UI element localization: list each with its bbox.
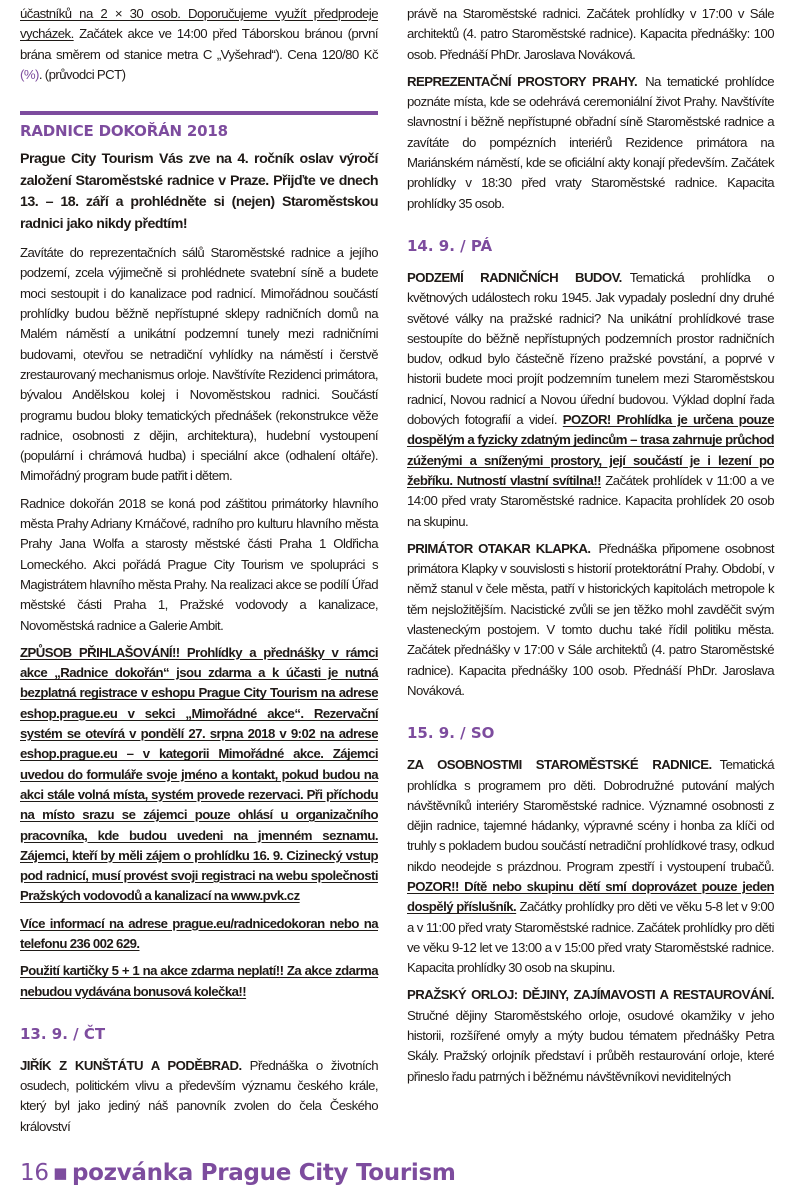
- section-title: RADNICE DOKOŘÁN 2018: [20, 122, 228, 141]
- event-osobnosti: [407, 755, 774, 978]
- event-title: PODZEMÍ RADNIČNÍCH BUDOV.: [407, 269, 622, 285]
- page-number: 16: [20, 1160, 49, 1186]
- event-title: ZA OSOBNOSTMI STAROMĚSTSKÉ RADNICE.: [407, 757, 712, 773]
- event-title: PRAŽSKÝ ORLOJ: DĚJINY, ZAJÍMAVOSTI A RESTAUROVÁNÍ.: [407, 987, 774, 1003]
- event-text: Na tematické prohlídce poznáte místa, kde se odehrává ceremoniální život Prahy. Navštívíte slavnostní i běžně nepřístupné obřadní síně Staroměstské radnice a zavítáte do pompézních interiérů Rezidence primátora na Mariánském náměstí, kde se oficiální akty konají především. Začátek prohlídky v 18:30 před vraty Staroměstské radnice. Kapacita prohlídky 35 osob.: [407, 73, 774, 211]
- registration-notice: ZPŮSOB PŘIHLAŠOVÁNÍ!! Prohlídky a přednášky v rámci akce „Radnice dokořán“ jsou zdarma a k účasti je nutná bezplatná registrace v eshopu Prague City Tourism na adrese eshop.prague.eu v sekci „Mimořádné akce“. Rezervační systém se otevírá v pondělí 27. srpna 2018 v 9:02 na adrese eshop.prague.eu – v kategorii Mimořádné akce. Zájemci uvedou do formuláře svoje jméno a kontakt, pokud budou na akci stále volná místa, systém provede rezervaci. Při příchodu na místo srazu se zájemci pouze ohlásí u organizačního pracovníka, kde budou uvedeni na jmenném seznamu. Zájemci, kteří by měli zájem o prohlídku 16. 9. Cizinecký vstup pod radnicí, musí provést svoji registraci na webu společnosti Pražských vodovodů a kanalizací na www.pvk.cz: [20, 644, 378, 904]
- event-text: Přednáška o životních osudech, politickém vlivu a především významu českého krále, který byl jako jediný náš panovník zvolen do čela Českého království: [20, 1057, 378, 1134]
- presale-note: účastníků na 2 × 30 osob. Doporučujeme využít předprodeje vycházek.: [20, 6, 378, 42]
- event-title: REPREZENTAČNÍ PROSTORY PRAHY.: [407, 73, 638, 89]
- right-column: [407, 0, 774, 1094]
- event-podzemi: [407, 268, 774, 532]
- event-orloj: [407, 985, 774, 1086]
- card-notice: Použití kartičky 5 + 1 na akce zdarma neplatí!! Za akce zdarma nebudou vydávána bonusová kolečka!!: [20, 963, 378, 999]
- left-column: [20, 0, 378, 1144]
- day-heading-15-9: 15. 9. / SO: [407, 724, 495, 743]
- description-paragraph: Zavítáte do reprezentačních sálů Staroměstské radnice a jejího podzemí, zcela výjimečně si prohlédnete svatební síně a budete moci sestoupit i do kanalizace pod radnicí. Mimořádnou součástí prohlídky budou běžně nepřístupné sklepy radničních domů na Malém náměstí a unikátní podzemní tunely mezi radničními budovami, otevřou se netradiční vyhlídky na náměstí i čerstvě zrestaurovaný mechanismus orloje. Navštívíte Rezidenci primátora, bývalou Andělskou kolej i Novoměstskou radnici. Součástí programu budou bloky tematických přednášek (rekonstrukce věže radnice, osobnosti z dějin, architektura), hudební vystoupení (populární i chrámová hudba) i speciální akce (odhalení oltáře). Mimořádný program bude patřit i dětem.: [20, 245, 378, 484]
- discount-symbol: (%): [20, 66, 39, 82]
- day-heading-13-9: 13. 9. / ČT: [20, 1024, 106, 1043]
- event-reprezentacni: [407, 72, 774, 214]
- event-text: Stručné dějiny Staroměstského orloje, osudové okamžiky v jeho historii, rozšířené omyly a mýty budou tématem přednášky Petra Skály. Pražský orlojník představí i průběh restaurování orloje, které přineslo řadu patrných i běžnému návštěvníkovi neviditelných: [407, 1007, 774, 1084]
- event-text: Tematická prohlídka s programem pro děti. Dobrodružné putování malých návštěvníků interiéry Staroměstské radnice. Významné osobnosti z dějin radnice, tajemné hádanky, výpravné scény i honba za klíči od truhly s pokladem budou součástí netradiční prohlídkové trasy, odkud nikdo neodejde s prázdnou. Program zpestří i vystoupení trubačů.: [407, 757, 774, 874]
- event-schedule: Začátek prohlídek v 11:00 a ve 14:00 před vraty Staroměstské radnice. Kapacita prohlídek 20 osob na skupinu.: [407, 472, 774, 529]
- bullet-separator-icon: ▪: [52, 1160, 68, 1186]
- patronage-paragraph: Radnice dokořán 2018 se koná pod záštitou primátorky hlavního města Prahy Adriany Krnáčové, radního pro kulturu hlavního města Prahy Jana Wolfa a starosty městské části Praha 1 Oldřicha Lomeckého. Akci pořádá Prague City Tourism ve spolupráci s Magistrátem hlavního města Prahy. Na realizaci akce se podílí Úřad městské části Praha 1, Pražské vodovody a kanalizace, Novoměstská radnice a Galerie Ambit.: [20, 495, 378, 633]
- event-title: JIŘÍK Z KUNŠTÁTU A PODĚBRAD.: [20, 1057, 242, 1073]
- event-klapka: [407, 539, 774, 701]
- publication-name: pozvánka Prague City Tourism: [71, 1160, 456, 1186]
- continuation-tail: . (průvodci PCT): [38, 66, 126, 82]
- page-footer: [20, 1160, 456, 1186]
- event-warning: POZOR!! Dítě nebo skupinu dětí smí doprovázet pouze jeden dospělý příslušník.: [407, 878, 774, 915]
- event-title: PRIMÁTOR OTAKAR KLAPKA.: [407, 540, 591, 556]
- event-text: Přednáška připomene osobnost primátora Klapky v souvislosti s historií protektorátní Prahy. Období, v němž stanul v čele města, patří v historických kapitolách metropole k těm nejsložitějším. Nacistické zvůli se jen těžko mohl zavděčit svým vlasteneckým postojem. V tomto duchu také řídil politiku města. Začátek přednášky v 17:00 v Sále architektů (4. patro Staroměstské radnice). Kapacita přednášky 100 osob. Přednáší PhDr. Jaroslava Nováková.: [407, 540, 774, 698]
- more-info-link[interactable]: Více informací na adrese prague.eu/radnicedokoran nebo na telefonu 236 002 629.: [20, 915, 378, 951]
- event-warning: POZOR! Prohlídka je určena pouze dospělým a fyzicky zdatným jedincům – trasa zahrnuje průchod zúženými a sníženými prostory, její součástí je i lezení po žebříku. Nutností vlastní svítilna!!: [407, 412, 774, 488]
- event-text: Tematická prohlídka o květnových událostech roku 1945. Jak vypadaly poslední dny druhé světové války na pražské radnici? Na unikátní prohlídkové trase sestoupíte do běžně nepřístupných podzemních prostor radničních budov, odkud bylo částečně řízeno pražské povstání, a poprvé v historii budete moci projít podzemním tunelem mezi Staroměstskou radnicí, Novou radnicí a Novou úřední budovou. Výklad doplní řada dobových fotografií a videí.: [407, 269, 774, 428]
- day-heading-14-9: 14. 9. / PÁ: [407, 236, 493, 255]
- continuation-paragraph: [20, 4, 378, 85]
- intro-paragraph: Prague City Tourism Vás zve na 4. ročník oslav výročí založení Staroměstské radnice v Praze. Přijďte ve dnech 13. – 18. září a prohlédněte si (nejen) Staroměstskou radnici jako nikdy předtím!: [20, 151, 378, 232]
- section-divider: [20, 111, 378, 115]
- event-jirik: [20, 1056, 378, 1137]
- event-schedule: Začátky prohlídky pro děti ve věku 5-8 let v 9:00 a v 11:00 před vraty Staroměstské radnice. Začátek prohlídky pro děti ve věku 9-12 let ve 13:00 a v 15:00 před vraty Staroměstské radnice. Kapacita prohlídky 30 osob na skupinu.: [407, 899, 774, 976]
- continuation-text: Začátek akce ve 14:00 před Táborskou bránou (první brána směrem od stanice metra C „Vyšehrad“). Cena 120/80 Kč: [20, 26, 378, 62]
- continuation-paragraph-right: právě na Staroměstské radnici. Začátek prohlídky v 17:00 v Sále architektů (4. patro Staroměstské radnice). Kapacita přednášky: 100 osob. Přednáší PhDr. Jaroslava Nováková.: [407, 6, 774, 62]
